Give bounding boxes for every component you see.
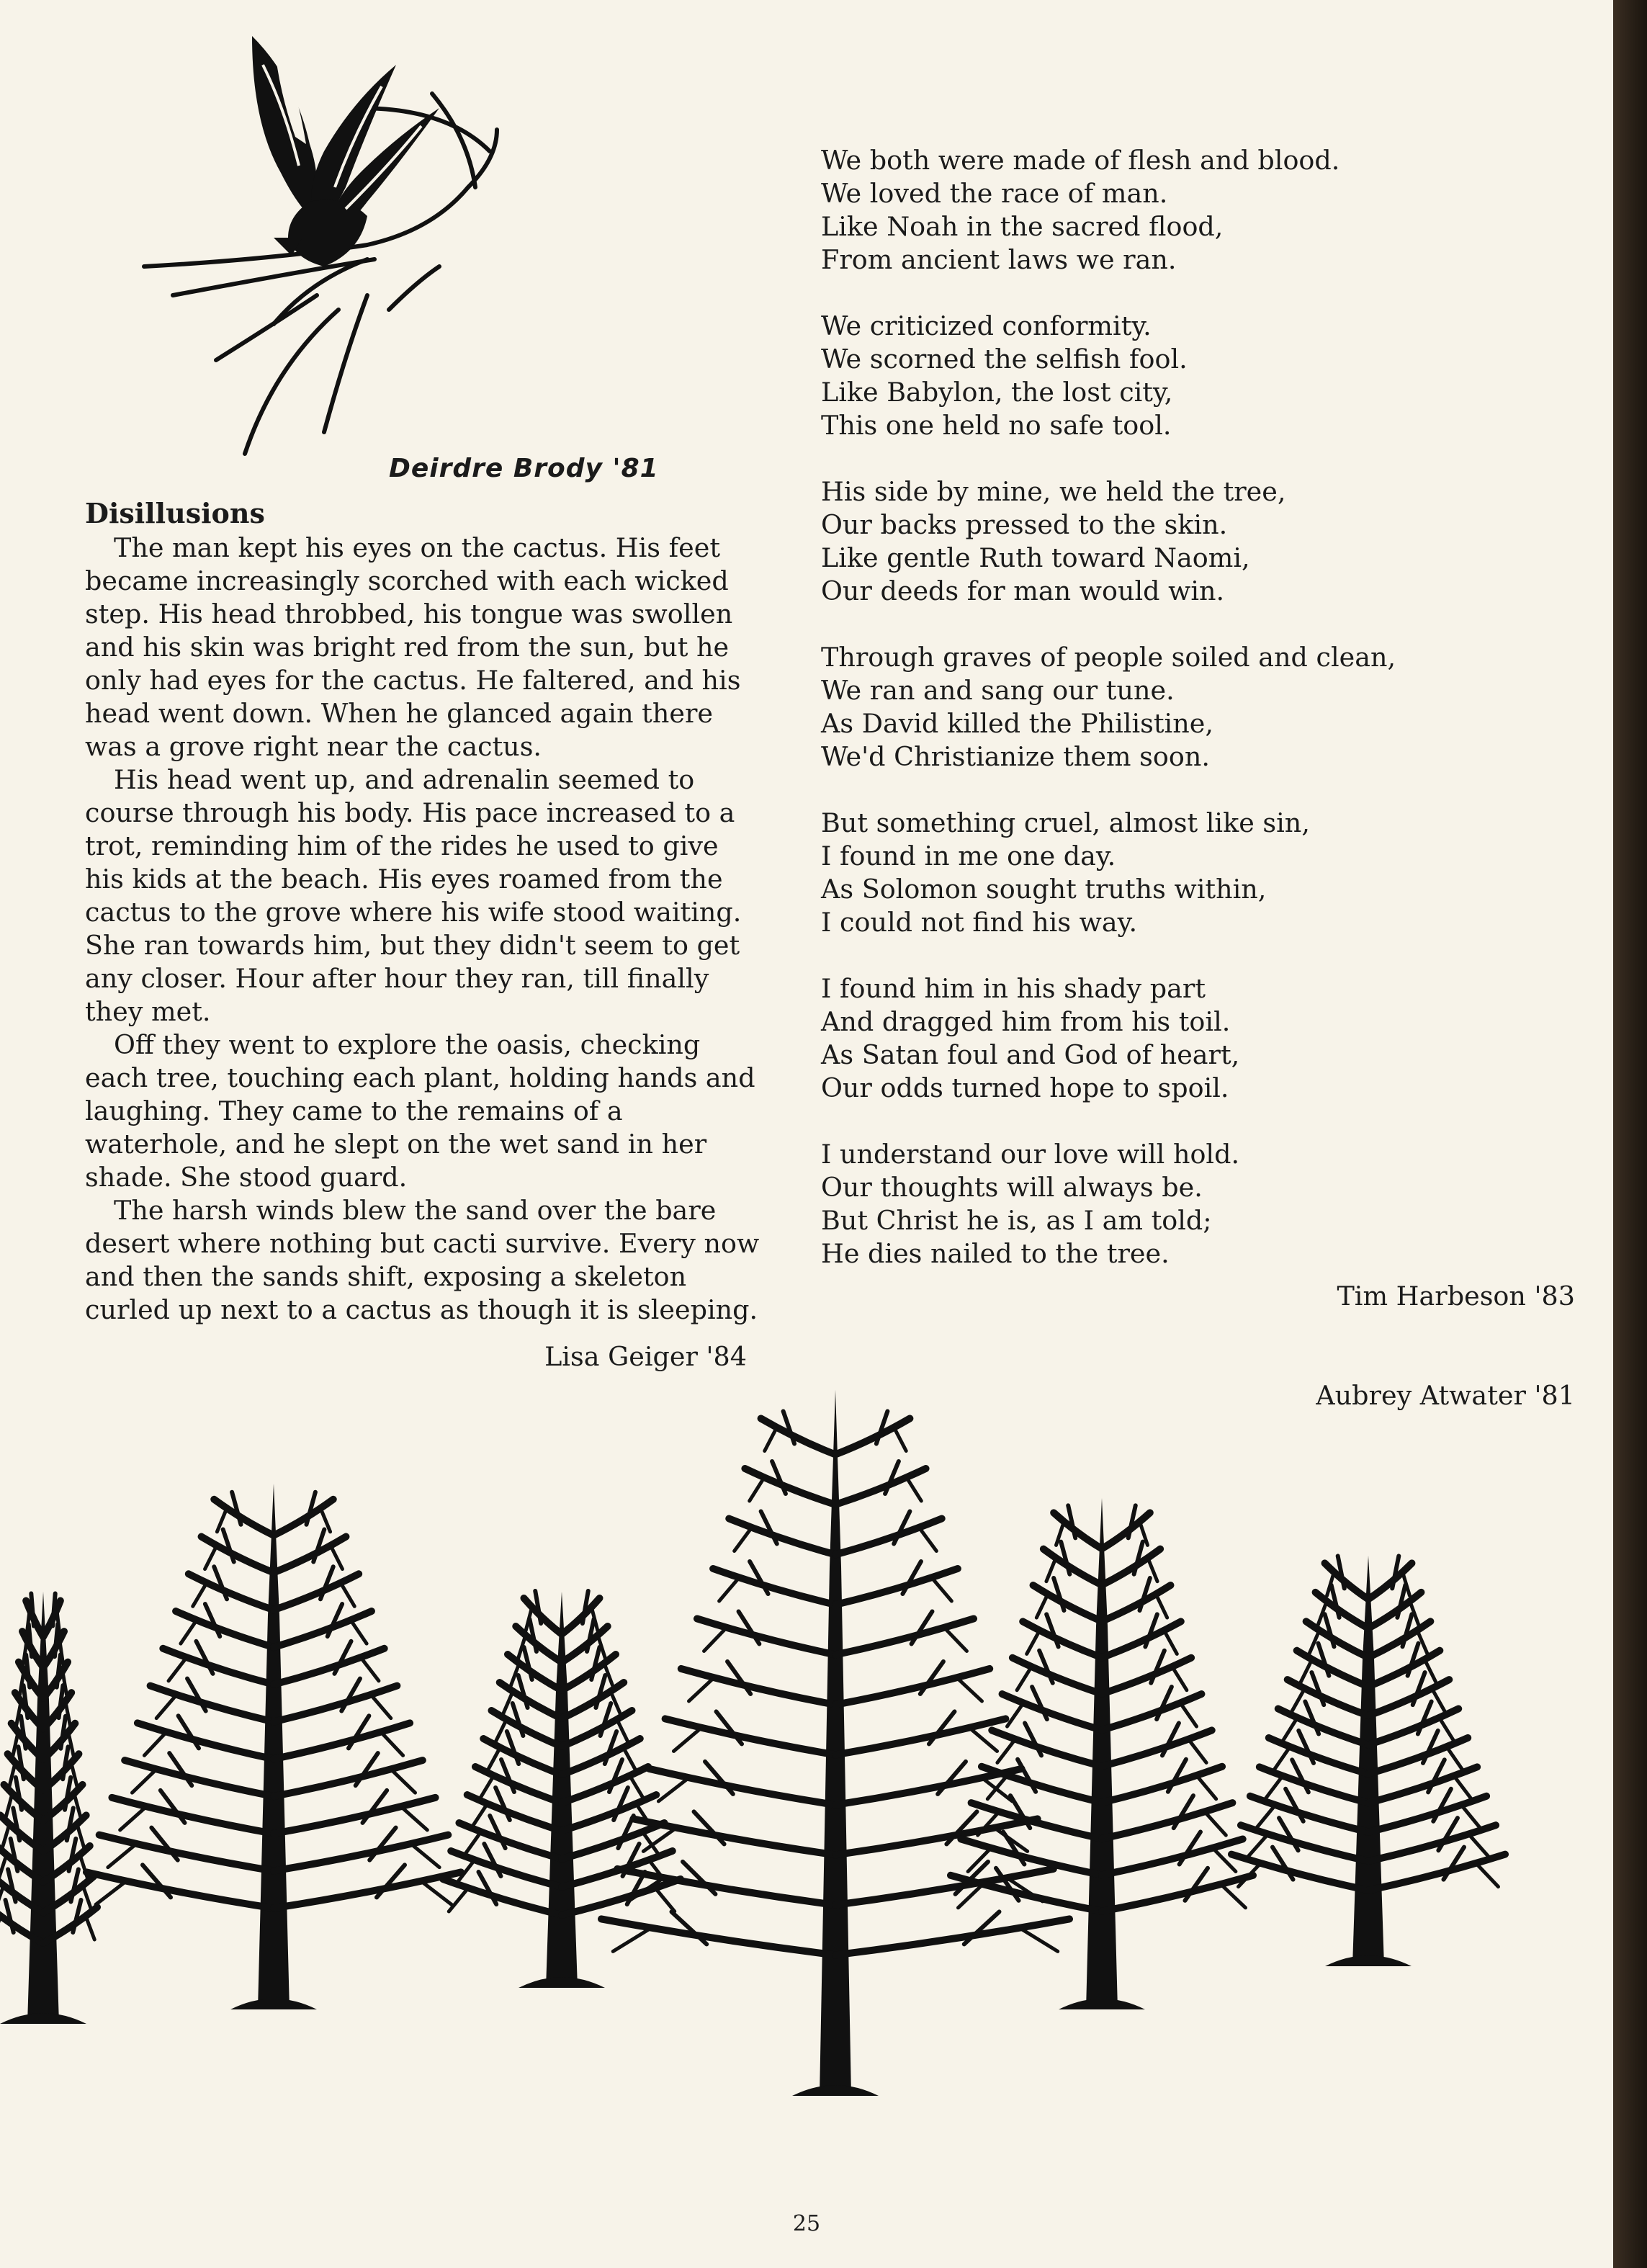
story-paragraph-2: His head went up, and adrenalin seemed to course through his body. His pace increased to a trot, reminding him of the rides he used to give his kids at the beach. His eyes roamed from the cactus to the grove where his wife stood waiting. She ran towards him, but they didn't seem to get any closer. Hour after hour they ran, till finally they met. [85,764,742,1027]
poem-line: I found him in his shady part [821,973,1206,1004]
poem-line: Our odds turned hope to spoil. [821,1072,1229,1103]
poem-line: Like gentle Ruth toward Naomi, [821,542,1250,573]
poem-author: Tim Harbeson '83 [1337,1281,1575,1312]
poem-line: But Christ he is, as I am told; [821,1205,1212,1236]
poem-line: I could not find his way. [821,907,1138,938]
bird-artist-credit: Deirdre Brody '81 [389,454,659,483]
poem-line: As Solomon sought truths within, [821,874,1267,905]
poem-line: But something cruel, almost like sin, [821,807,1310,838]
poem-line: As David killed the Philistine, [821,708,1213,739]
story-title: Disillusions [85,497,265,529]
poem-line: We both were made of flesh and blood. [821,145,1340,176]
poem-line: Like Noah in the sacred flood, [821,211,1224,242]
poem-line: Our deeds for man would win. [821,575,1225,606]
poem-line: And dragged him from his toil. [821,1006,1231,1037]
poem-line: We criticized conformity. [821,310,1152,341]
poem-line: I found in me one day. [821,841,1116,871]
poem-line: As Satan foul and God of heart, [821,1039,1240,1070]
poem-line: He dies nailed to the tree. [821,1238,1170,1269]
poem-line: We loved the race of man. [821,178,1168,209]
poem-line: Our backs pressed to the skin. [821,509,1228,540]
poem-line: We scorned the selfish fool. [821,344,1188,375]
story-column [85,497,762,1327]
bare-trees-woodcut-icon [0,1376,1613,2161]
poem-stanza-5 [821,807,1584,939]
poem-column [821,144,1584,1304]
story-author: Lisa Geiger '84 [544,1341,747,1372]
poem-line: His side by mine, we held the tree, [821,476,1286,507]
poem-stanza-4 [821,641,1584,774]
story-paragraph-1: The man kept his eyes on the cactus. His feet became increasingly scorched with each wicked step. His head throbbed, his tongue was swollen and his skin was bright red from the sun, but he only had eyes for the cactus. He faltered, and his head went down. When he glanced again there was a grove right near the cactus. [85,532,741,762]
poem-stanza-3 [821,475,1584,608]
story-paragraph-4: The harsh winds blew the sand over the bare desert where nothing but cacti survive. Every now and then the sands shift, exposing a skeleton curled up next to a cactus as though it is sleeping. [85,1195,760,1325]
poem-line: Our thoughts will always be. [821,1172,1203,1203]
poem-stanza-6 [821,972,1584,1105]
page-number: 25 [792,2211,821,2236]
poem-line: From ancient laws we ran. [821,244,1177,275]
poem-line: I understand our love will hold. [821,1139,1240,1170]
bird-on-hand-woodcut-icon [130,22,648,483]
poem-line: Through graves of people soiled and clean, [821,642,1396,673]
trees-artist-credit: Aubrey Atwater '81 [1316,1380,1575,1411]
page-binding-edge [1613,0,1647,2268]
poem-line: We ran and sang our tune. [821,675,1175,706]
story-paragraph-3: Off they went to explore the oasis, checking each tree, touching each plant, holding hands and laughing. They came to the remains of a waterhole, and he slept on the wet sand in her shade. She stood guard. [85,1029,755,1193]
poem-line: We'd Christianize them soon. [821,741,1210,772]
poem-stanza-7 [821,1138,1584,1270]
poem-line: This one held no safe tool. [821,410,1172,441]
poem-stanza-2 [821,310,1584,442]
poem-stanza-1 [821,144,1584,277]
poem-line: Like Babylon, the lost city, [821,377,1173,408]
